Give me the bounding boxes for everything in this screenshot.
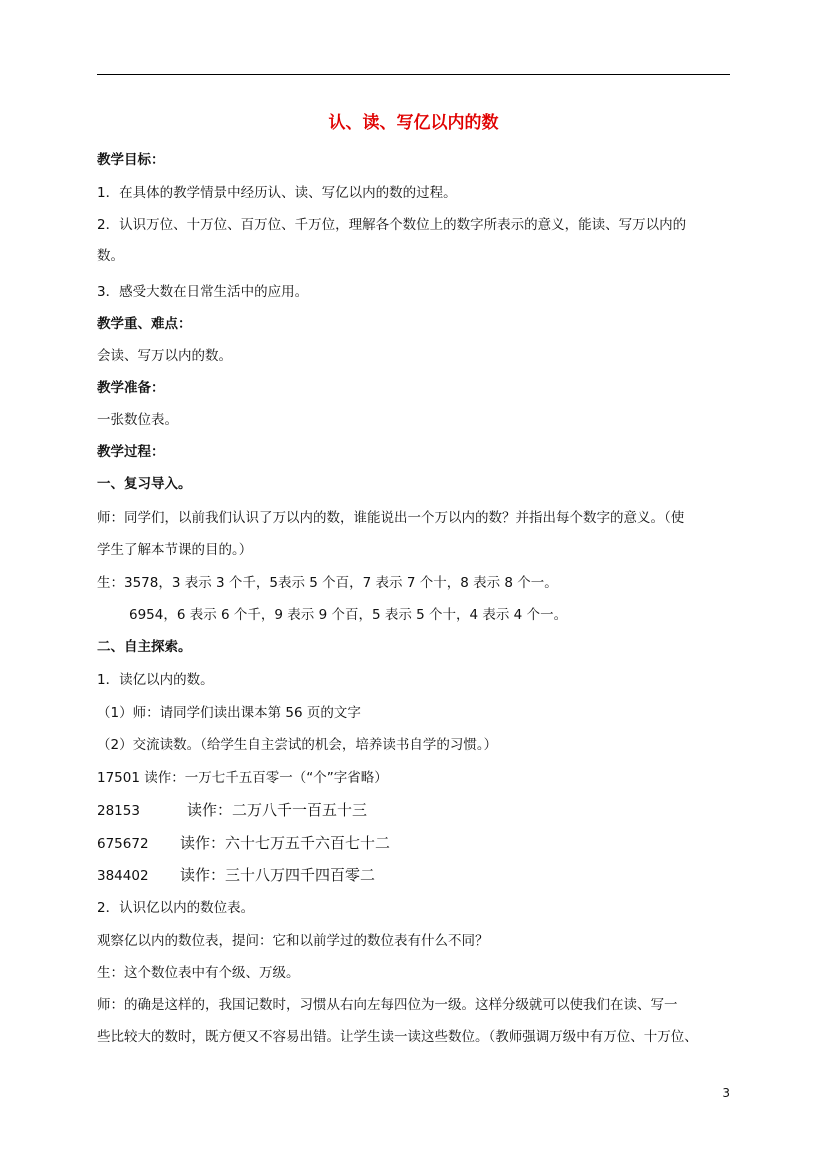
number-value: 384402 [97, 868, 149, 884]
section-heading: 二、自主探索。 [97, 639, 192, 655]
text-line: 1．在具体的教学情景中经历认、读、写亿以内的数的过程。 [97, 185, 457, 201]
section-heading: 一、复习导入。 [97, 476, 192, 492]
number-reading: 读作：三十八万四千四百零二 [180, 866, 376, 884]
text-line: 一张数位表。 [97, 412, 178, 428]
text-line: 些比较大的数时，既方便又不容易出错。让学生读一读这些数位。（教师强调万级中有万位、十万位、 [97, 1029, 698, 1045]
number-reading: 读作：六十七万五千六百七十二 [180, 834, 391, 852]
text-line: 学生了解本节课的目的。） [97, 542, 253, 558]
text-line: 2．认识亿以内的数位表。 [97, 900, 255, 916]
text-line: 会读、写万以内的数。 [97, 348, 232, 364]
section-heading: 教学目标： [97, 152, 165, 168]
text-line: 生：这个数位表中有个级、万级。 [97, 965, 300, 981]
text-line: 师：同学们，以前我们认识了万以内的数，谁能说出一个万以内的数？并指出每个数字的意义。（使 [97, 510, 685, 526]
text-line: 数。 [97, 248, 124, 264]
text-line: 师：的确是这样的，我国记数时，习惯从右向左每四位为一级。这样分级就可以使我们在读、写一 [97, 997, 678, 1013]
text-line: 3．感受大数在日常生活中的应用。 [97, 284, 309, 300]
number-value: 675672 [97, 836, 149, 852]
section-heading: 教学过程： [97, 444, 165, 460]
text-line: 6954，6 表示 6 个千，9 表示 9 个百，5 表示 5 个十，4 表示 4 个一。 [129, 607, 568, 623]
text-line: （2）交流读数。（给学生自主尝试的机会，培养读书自学的习惯。） [97, 737, 498, 753]
text-line: 1．读亿以内的数。 [97, 672, 214, 688]
header-rule [97, 74, 730, 75]
section-heading: 教学准备： [97, 380, 165, 396]
page-number: 3 [722, 1086, 730, 1100]
text-line: 生：3578，3 表示 3 个千，5表示 5 个百，7 表示 7 个十，8 表示 8 个一。 [97, 575, 558, 591]
number-value: 28153 [97, 803, 140, 819]
section-heading: 教学重、难点： [97, 316, 192, 332]
text-line: 2．认识万位、十万位、百万位、千万位，理解各个数位上的数字所表示的意义，能读、写万以内的 [97, 217, 687, 233]
document-title: 认、读、写亿以内的数 [328, 113, 499, 133]
text-line: 观察亿以内的数位表，提问：它和以前学过的数位表有什么不同？ [97, 933, 489, 949]
text-line: （1）师：请同学们读出课本第 56 页的文字 [97, 705, 361, 721]
text-line: 17501 读作：一万七千五百零一（“个”字省略） [97, 770, 388, 786]
number-reading: 读作：二万八千一百五十三 [187, 801, 368, 819]
